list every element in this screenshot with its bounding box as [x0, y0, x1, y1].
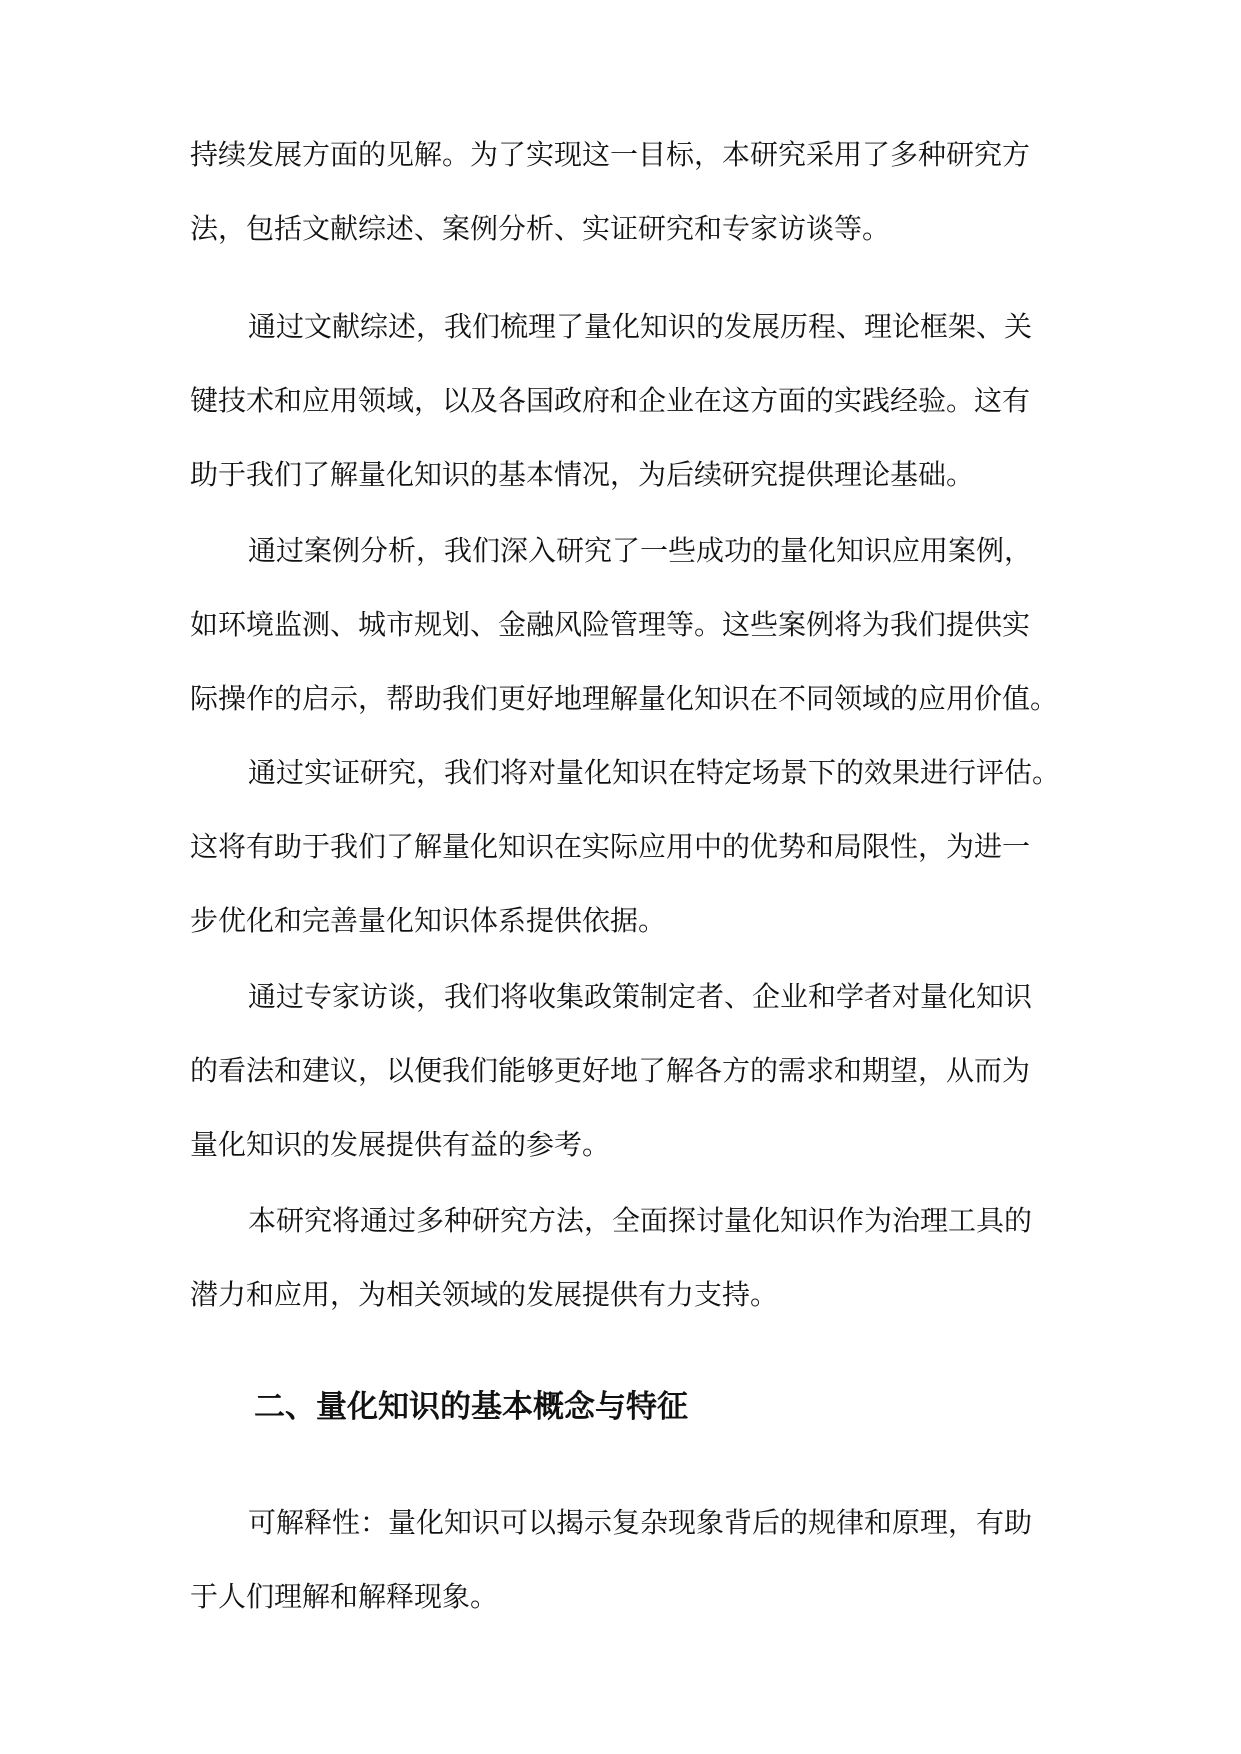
- paragraph-intro: [190, 118, 1050, 266]
- text-line: 的看法和建议，以便我们能够更好地了解各方的需求和期望，从而为: [190, 1054, 1031, 1087]
- paragraph-summary: [190, 1184, 1050, 1332]
- paragraph-interpretability: [190, 1486, 1050, 1634]
- text-line: 际操作的启示，帮助我们更好地理解量化知识在不同领域的应用价值。: [190, 682, 1059, 715]
- text-line: 潜力和应用，为相关领域的发展提供有力支持。: [190, 1278, 779, 1311]
- text-line: 量化知识的发展提供有益的参考。: [190, 1128, 611, 1161]
- text-line: 通过实证研究，我们将对量化知识在特定场景下的效果进行评估。: [248, 756, 1061, 789]
- text-line: 步优化和完善量化知识体系提供依据。: [190, 904, 667, 937]
- text-line: 于人们理解和解释现象。: [190, 1580, 499, 1613]
- paragraph-case-analysis: [190, 514, 1059, 736]
- text-line: 本研究将通过多种研究方法，全面探讨量化知识作为治理工具的: [248, 1204, 1033, 1237]
- text-line: 持续发展方面的见解。为了实现这一目标，本研究采用了多种研究方: [190, 138, 1031, 171]
- text-line: 通过专家访谈，我们将收集政策制定者、企业和学者对量化知识: [248, 980, 1033, 1013]
- text-line: 这将有助于我们了解量化知识在实际应用中的优势和局限性，为进一: [190, 830, 1031, 863]
- text-line: 法，包括文献综述、案例分析、实证研究和专家访谈等。: [190, 212, 891, 245]
- text-line: 助于我们了解量化知识的基本情况，为后续研究提供理论基础。: [190, 458, 975, 491]
- text-line: 如环境监测、城市规划、金融风险管理等。这些案例将为我们提供实: [190, 608, 1031, 641]
- paragraph-expert-interview: [190, 960, 1050, 1182]
- text-line: 可解释性：量化知识可以揭示复杂现象背后的规律和原理，有助: [248, 1506, 1033, 1539]
- paragraph-empirical-research: [190, 736, 1061, 958]
- text-line: 通过文献综述，我们梳理了量化知识的发展历程、理论框架、关: [248, 310, 1033, 343]
- text-line: 键技术和应用领域，以及各国政府和企业在这方面的实践经验。这有: [190, 384, 1031, 417]
- paragraph-literature-review: [190, 290, 1050, 512]
- section-heading: 二、量化知识的基本概念与特征: [254, 1389, 688, 1425]
- text-line: 通过案例分析，我们深入研究了一些成功的量化知识应用案例，: [248, 534, 1033, 567]
